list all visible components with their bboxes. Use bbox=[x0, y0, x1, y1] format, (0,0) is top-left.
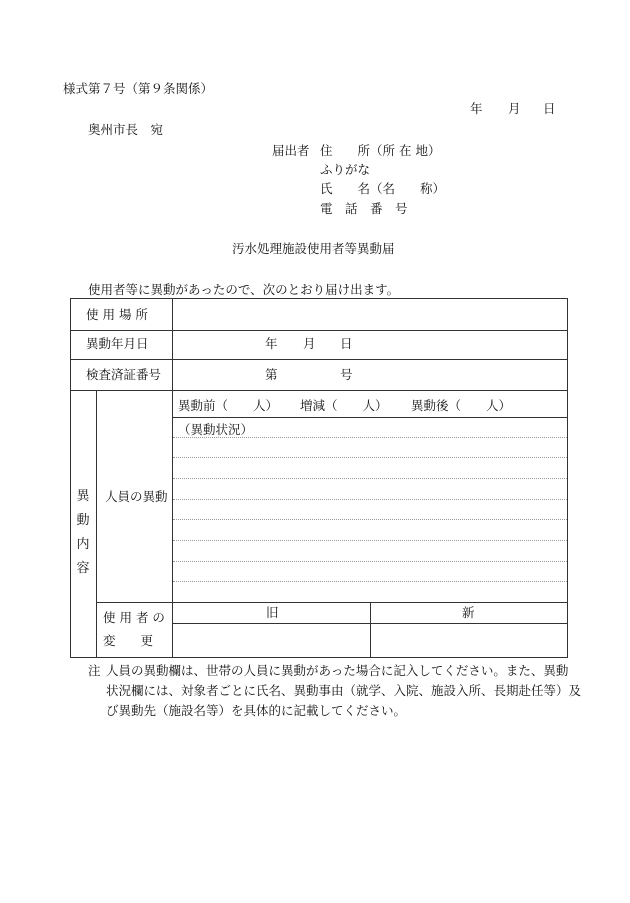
form-number: 様式第７号（第９条関係） bbox=[63, 81, 214, 96]
notifier-name: 氏 名（名 称） bbox=[320, 181, 446, 196]
note-line-2: 状況欄には、対象者ごとに氏名、異動事由（就学、入院、施設入所、長期赴任等）及 bbox=[106, 683, 582, 698]
new-column-label: 新 bbox=[462, 605, 475, 620]
note-line-1: 人員の異動欄は、世帯の人員に異動があった場合に記入してください。また、異動 bbox=[106, 663, 569, 678]
addressee: 奥州市長 宛 bbox=[88, 122, 164, 137]
personnel-change-label: 人員の異動 bbox=[105, 489, 168, 504]
intro-text: 使用者等に異動があったので、次のとおり届け出ます。 bbox=[88, 282, 400, 297]
change-date-month: 月 bbox=[303, 336, 316, 351]
inspection-cert-label: 検査済証番号 bbox=[86, 367, 162, 382]
count-delta: 増減（ 人） bbox=[300, 398, 388, 413]
note-line-3: び異動先（施設名等）を具体的に記載してください。 bbox=[106, 703, 407, 718]
count-after: 異動後（ 人） bbox=[411, 398, 512, 413]
location-label: 使 用 場 所 bbox=[86, 307, 148, 322]
count-before: 異動前（ 人） bbox=[178, 398, 279, 413]
notifier-furigana: ふりがな bbox=[320, 162, 371, 177]
notifier-label: 届出者 bbox=[272, 143, 310, 158]
user-change-label-2: 変 更 bbox=[103, 633, 154, 648]
date-day: 日 bbox=[543, 101, 556, 116]
old-column-label: 旧 bbox=[266, 605, 279, 620]
cert-suffix: 号 bbox=[340, 367, 353, 382]
status-label: （異動状況） bbox=[178, 422, 254, 437]
change-content-label: 異動内容 bbox=[76, 489, 90, 576]
date-year: 年 bbox=[470, 101, 483, 116]
document-title: 汚水処理施設使用者等異動届 bbox=[232, 241, 395, 256]
user-change-label-1: 使 用 者 の bbox=[103, 610, 165, 625]
cert-prefix: 第 bbox=[265, 367, 278, 382]
note-mark: 注 bbox=[88, 663, 101, 678]
notifier-phone: 電 話 番 号 bbox=[320, 201, 408, 216]
change-date-label: 異動年月日 bbox=[86, 336, 149, 351]
date-month: 月 bbox=[508, 101, 521, 116]
change-date-year: 年 bbox=[265, 336, 278, 351]
change-date-day: 日 bbox=[340, 336, 353, 351]
notifier-address: 住 所（所 在 地） bbox=[320, 143, 441, 158]
